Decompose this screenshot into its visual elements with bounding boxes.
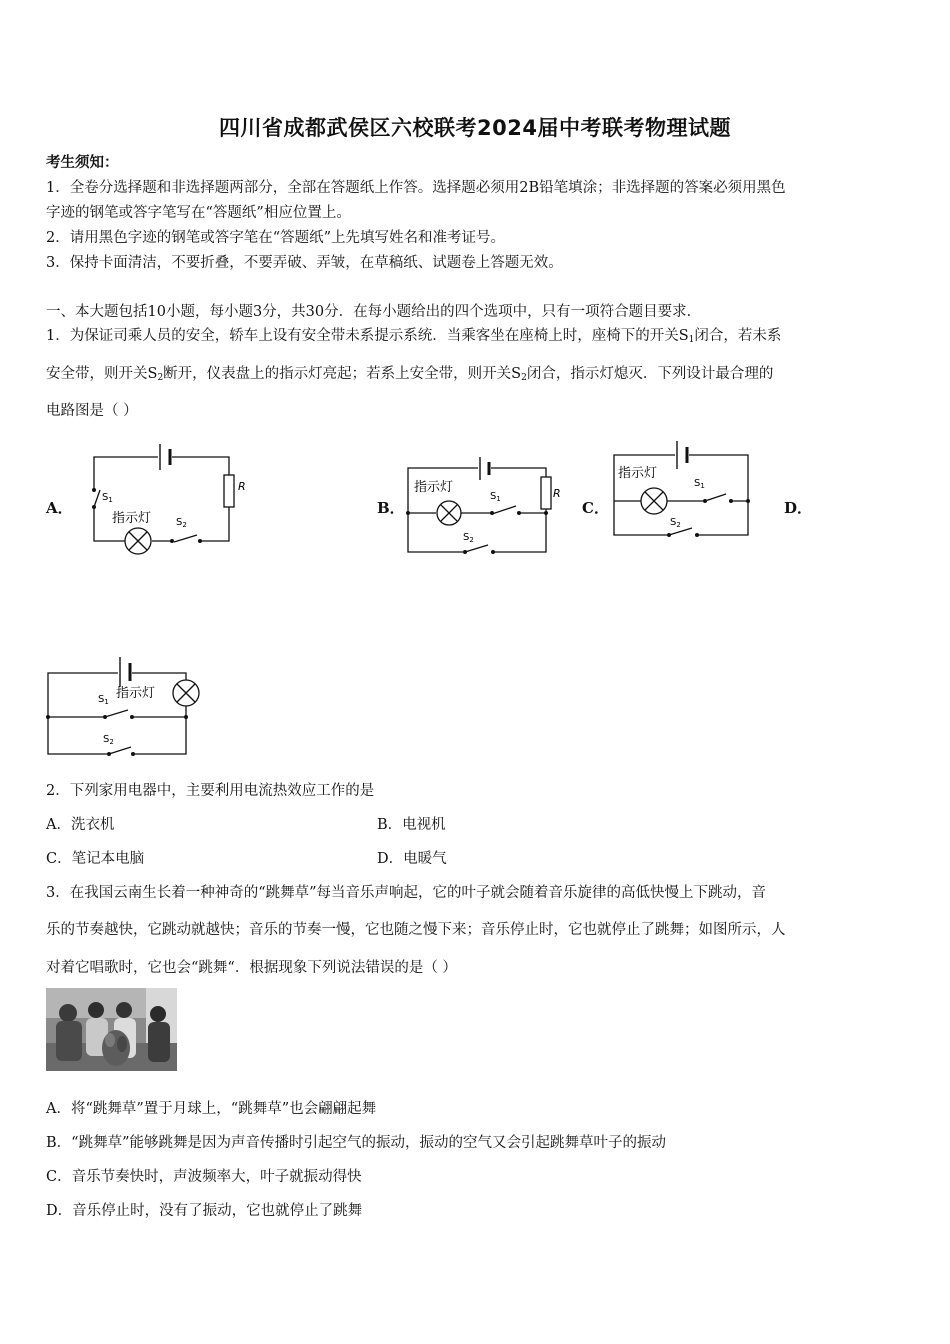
notice-heading: 考生须知：	[46, 154, 119, 171]
q2-option-d: D．电暖气	[377, 851, 447, 867]
q2-stem: 2．下列家用电器中，主要利用电流热效应工作的是	[46, 783, 375, 799]
q1-option-d-label: D．	[784, 499, 813, 517]
svg-text:S2: $S_2$	[670, 517, 681, 529]
circuit-diagram-d	[40, 653, 210, 763]
switch-s1-contact-icon	[92, 488, 96, 492]
notice-item-3: 3．保持卡面清洁，不要折叠，不要弄破、弄皱，在草稿纸、试题卷上答题无效。	[46, 255, 563, 271]
svg-text:指示灯: 指示灯	[116, 686, 156, 701]
circuit-diagram-b	[400, 453, 565, 563]
q3-stem-line-3: 对着它唱歌时，它也会“跳舞“．根据现象下列说法错误的是（ ）	[46, 960, 457, 976]
svg-text:S2: $S_2$	[463, 532, 474, 544]
q1-stem-line-1: 1．为保证司乘人员的安全，轿车上设有安全带未系提示系统．当乘客坐在座椅上时，座椅下的开关$S_1$闭合，若未系	[46, 328, 782, 345]
notice-item-1-line-1: 1．全卷分选择题和非选择题两部分，全部在答题纸上作答。选择题必须用2B铅笔填涂；非选择题的答案必须用黑色	[46, 180, 786, 196]
svg-text:指示灯: 指示灯	[618, 466, 658, 481]
page-title: 四川省成都武侯区六校联考2024届中考联考物理试题	[219, 116, 731, 140]
circuit-diagram-a	[80, 435, 260, 560]
q3-stem-line-1: 3．在我国云南生长着一种神奇的“跳舞草”每当音乐声响起，它的叶子就会随着音乐旋律的高低快慢上下跳动，音	[46, 885, 767, 901]
section-heading: 一、本大题包括10小题，每小题3分，共30分．在每小题给出的四个选项中，只有一项符合题目要求．	[46, 304, 702, 320]
q1-option-b-label: B．	[377, 499, 405, 517]
q3-option-b: B．“跳舞草”能够跳舞是因为声音传播时引起空气的振动，振动的空气又会引起跳舞草叶子的振动	[46, 1135, 666, 1151]
svg-text:S1: $S_1$	[490, 491, 501, 503]
q2-option-a: A．洗衣机	[46, 817, 115, 833]
q2-option-b: B．电视机	[377, 817, 446, 833]
q3-option-a: A．将“跳舞草”置于月球上，“跳舞草”也会翩翩起舞	[46, 1101, 377, 1117]
notice-item-2: 2．请用黑色字迹的钢笔或答字笔在“答题纸”上先填写姓名和准考证号。	[46, 230, 506, 246]
svg-text:指示灯: 指示灯	[414, 480, 454, 495]
dancing-plant-photo	[46, 988, 177, 1071]
q1-stem-line-2: 安全带，则开关$S_2$断开，仪表盘上的指示灯亮起；若系上安全带，则开关$S_2$闭合，指示灯熄灭．下列设计最合理的	[46, 366, 774, 383]
q1-option-a-label: A．	[46, 499, 73, 517]
svg-text:指示灯: 指示灯	[112, 511, 152, 526]
svg-text:S1: $S_1$	[694, 478, 705, 490]
svg-text:R: R	[553, 487, 561, 500]
q3-stem-line-2: 乐的节奏越快，它跳动就越快；音乐的节奏一慢，它也随之慢下来；音乐停止时，它也就停止了跳舞；如图所示，人	[46, 922, 786, 938]
q3-option-d: D．音乐停止时，没有了振动，它也就停止了跳舞	[46, 1203, 363, 1219]
q1-stem-line-3: 电路图是（ ）	[46, 403, 138, 419]
q2-option-c: C．笔记本电脑	[46, 851, 145, 867]
svg-text:S2: $S_2$	[103, 734, 114, 746]
svg-text:S2: $S_2$	[176, 517, 187, 529]
svg-text:S1: $S_1$	[102, 492, 113, 504]
notice-item-1-line-2: 字迹的钢笔或答字笔写在“答题纸”相应位置上。	[46, 205, 351, 221]
q1-option-c-label: C．	[582, 499, 609, 517]
circuit-diagram-c	[610, 437, 755, 547]
svg-text:S1: $S_1$	[98, 694, 109, 706]
q3-option-c: C．音乐节奏快时，声波频率大，叶子就振动得快	[46, 1169, 362, 1185]
svg-text:R: R	[238, 480, 246, 493]
